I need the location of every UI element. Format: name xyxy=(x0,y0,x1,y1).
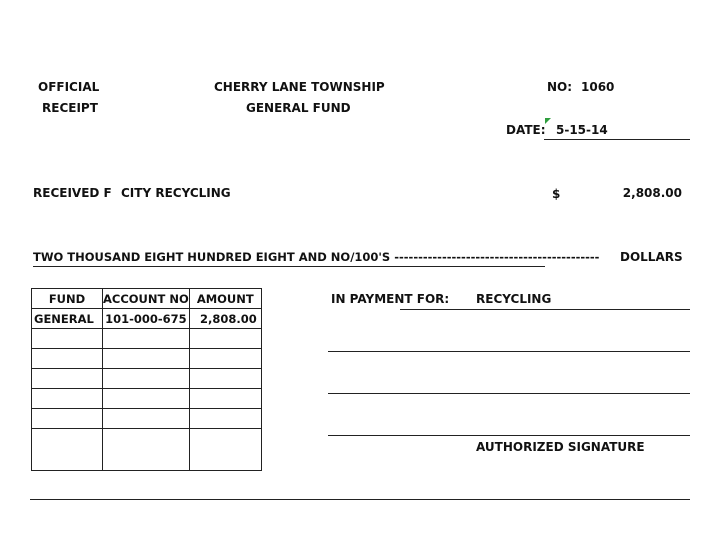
fund-cell[interactable] xyxy=(32,369,103,389)
amount-in-words[interactable]: TWO THOUSAND EIGHT HUNDRED EIGHT AND NO/100'S ------------------------------------------- xyxy=(33,250,600,264)
receipt-label: RECEIPT xyxy=(42,101,98,115)
amount-cell[interactable] xyxy=(189,369,261,389)
table-row xyxy=(32,389,262,409)
column-header-amount: AMOUNT xyxy=(189,289,261,309)
account-no-cell[interactable] xyxy=(103,349,190,369)
amount-cell[interactable]: 2,808.00 xyxy=(189,309,261,329)
received-amount[interactable]: 2,808.00 xyxy=(622,186,682,200)
account-no-cell[interactable]: 101-000-675 xyxy=(103,309,190,329)
fund-cell[interactable] xyxy=(32,409,103,429)
fund-cell[interactable]: GENERAL xyxy=(32,309,103,329)
receipt-number-label: NO: xyxy=(547,80,573,94)
amount-cell[interactable] xyxy=(189,349,261,369)
table-row xyxy=(32,429,262,471)
table-row xyxy=(32,349,262,369)
table-header-row xyxy=(32,289,262,309)
payment-line-1 xyxy=(400,309,690,310)
date-label: DATE: xyxy=(506,123,546,137)
table-row xyxy=(32,409,262,429)
fund-cell[interactable] xyxy=(32,389,103,409)
amount-cell[interactable] xyxy=(189,329,261,349)
received-from-value[interactable]: CITY RECYCLING xyxy=(121,186,231,200)
fund-cell[interactable] xyxy=(32,429,103,471)
table-row xyxy=(32,369,262,389)
account-no-cell[interactable] xyxy=(103,329,190,349)
fund-distribution-table xyxy=(31,288,262,471)
fund-title: GENERAL FUND xyxy=(246,101,351,115)
dollars-label: DOLLARS xyxy=(620,250,683,264)
table-row xyxy=(32,309,262,329)
authorized-signature-label: AUTHORIZED SIGNATURE xyxy=(476,440,645,454)
payment-for-value[interactable]: RECYCLING xyxy=(476,292,552,306)
receipt-number: 1060 xyxy=(581,80,615,94)
payment-for-label: IN PAYMENT FOR: xyxy=(331,292,450,306)
account-no-cell[interactable] xyxy=(103,429,190,471)
township-name: CHERRY LANE TOWNSHIP xyxy=(214,80,385,94)
amount-cell[interactable] xyxy=(189,429,261,471)
column-header-account-no: ACCOUNT NO xyxy=(103,289,190,309)
payment-line-3 xyxy=(328,393,690,394)
account-no-cell[interactable] xyxy=(103,369,190,389)
cell-comment-marker xyxy=(545,118,551,124)
date-underline xyxy=(544,139,690,140)
official-label: OFFICIAL xyxy=(38,80,100,94)
amount-words-underline xyxy=(33,266,545,267)
fund-cell[interactable] xyxy=(32,349,103,369)
table-row xyxy=(32,329,262,349)
fund-cell[interactable] xyxy=(32,329,103,349)
currency-symbol: $ xyxy=(552,187,561,201)
date-value[interactable]: 5-15-14 xyxy=(556,123,608,137)
signature-line xyxy=(328,435,690,436)
payment-line-2 xyxy=(328,351,690,352)
account-no-cell[interactable] xyxy=(103,389,190,409)
bottom-rule xyxy=(30,499,690,500)
column-header-fund: FUND xyxy=(32,289,103,309)
received-from-label: RECEIVED F xyxy=(33,186,112,200)
amount-cell[interactable] xyxy=(189,409,261,429)
amount-cell[interactable] xyxy=(189,389,261,409)
account-no-cell[interactable] xyxy=(103,409,190,429)
